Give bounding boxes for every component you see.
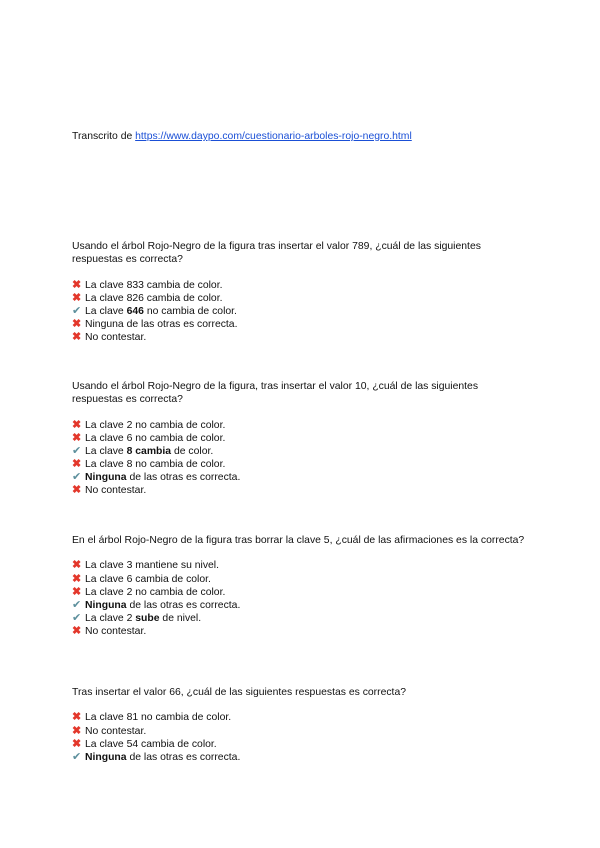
- source-prefix: Transcrito de: [72, 131, 136, 142]
- answer-option: [72, 318, 528, 331]
- answer-text: La clave 2 no cambia de color.: [85, 586, 226, 598]
- question-block: [72, 686, 528, 764]
- answer-option: [72, 292, 528, 305]
- answer-text-bold: 8 cambia: [126, 446, 172, 457]
- question-stem: Usando el árbol Rojo-Negro de la figura tras insertar el valor 789, ¿cuál de las siguientes respuestas es correcta?: [72, 241, 481, 266]
- answer-text: La clave 8 no cambia de color.: [85, 459, 226, 471]
- answer-text: La clave 833 cambia de color.: [85, 279, 223, 291]
- answer-option: [72, 458, 528, 471]
- source-link[interactable]: https://www.daypo.com/cuestionario-arboles-rojo-negro.html: [135, 131, 412, 142]
- question-stem: Tras insertar el valor 66, ¿cuál de las siguientes respuestas es correcta?: [72, 687, 407, 698]
- cross-mark-icon: ✖: [72, 572, 82, 585]
- answer-text: No contestar.: [85, 625, 147, 637]
- answer-text-bold: Ninguna: [85, 472, 127, 484]
- answer-list: [72, 559, 528, 638]
- answer-option: [72, 305, 528, 318]
- check-mark-icon: ✔: [72, 750, 82, 763]
- answer-text: Ninguna de las otras es correcta.: [85, 319, 238, 331]
- source-line: [72, 131, 412, 142]
- answer-list: [72, 279, 528, 344]
- answer-text: La clave: [85, 306, 127, 317]
- cross-mark-icon: ✖: [72, 431, 82, 444]
- answer-text: de las otras es correcta.: [126, 472, 241, 484]
- answer-text: La clave 2 no cambia de color.: [85, 419, 226, 431]
- cross-mark-icon: ✖: [72, 624, 82, 637]
- answer-option: [72, 751, 528, 764]
- answer-option: [72, 599, 528, 612]
- question-block: [72, 534, 528, 638]
- check-mark-icon: ✔: [72, 611, 82, 624]
- answer-text: No contestar.: [85, 485, 147, 497]
- answer-option: [72, 711, 528, 724]
- cross-mark-icon: ✖: [72, 418, 82, 431]
- answer-option: [72, 432, 528, 445]
- answer-list: [72, 711, 528, 763]
- answer-text: de las otras es correcta.: [126, 599, 241, 611]
- cross-mark-icon: ✖: [72, 331, 82, 344]
- answer-text: La clave 3 mantiene su nivel.: [85, 560, 220, 572]
- answer-option: [72, 573, 528, 586]
- check-mark-icon: ✔: [72, 598, 82, 611]
- check-mark-icon: ✔: [72, 471, 82, 484]
- answer-text: La clave 6 cambia de color.: [85, 573, 211, 585]
- answer-option: [72, 738, 528, 751]
- check-mark-icon: ✔: [72, 445, 82, 457]
- answer-text-bold: sube: [135, 612, 160, 624]
- answer-option: [72, 625, 528, 638]
- cross-mark-icon: ✖: [72, 711, 82, 724]
- cross-mark-icon: ✖: [72, 318, 82, 331]
- answer-text: No contestar.: [85, 725, 147, 737]
- cross-mark-icon: ✖: [72, 278, 82, 291]
- cross-mark-icon: ✖: [72, 737, 82, 750]
- answer-option: [72, 279, 528, 292]
- cross-mark-icon: ✖: [72, 484, 82, 497]
- check-mark-icon: ✔: [72, 305, 82, 317]
- answer-text: La clave 54 cambia de color.: [85, 738, 217, 750]
- cross-mark-icon: ✖: [72, 291, 82, 304]
- cross-mark-icon: ✖: [72, 585, 82, 598]
- question-block: [72, 240, 528, 344]
- answer-option: [72, 725, 528, 738]
- answer-text: La clave 6 no cambia de color.: [85, 432, 226, 444]
- answer-text-bold: Ninguna: [85, 751, 127, 763]
- answer-text-bold: 646: [126, 306, 144, 317]
- answer-text: de las otras es correcta.: [126, 751, 241, 763]
- cross-mark-icon: ✖: [72, 458, 82, 471]
- answer-option: [72, 612, 528, 625]
- question-stem: Usando el árbol Rojo-Negro de la figura, tras insertar el valor 10, ¿cuál de las siguientes respuestas es correcta?: [72, 381, 479, 406]
- answer-text: No contestar.: [85, 332, 147, 344]
- answer-text: La clave 81 no cambia de color.: [85, 712, 232, 724]
- answer-option: [72, 586, 528, 599]
- answer-option: [72, 559, 528, 572]
- answer-list: [72, 419, 528, 498]
- answer-option: [72, 331, 528, 344]
- answer-option: [72, 471, 528, 484]
- answer-option: [72, 445, 528, 458]
- answer-text: de nivel.: [159, 612, 202, 624]
- answer-text: de color.: [171, 446, 214, 457]
- cross-mark-icon: ✖: [72, 724, 82, 737]
- answer-option: [72, 419, 528, 432]
- answer-option: [72, 484, 528, 497]
- answer-text: La clave 2: [85, 612, 136, 624]
- answer-text-bold: Ninguna: [85, 599, 127, 611]
- cross-mark-icon: ✖: [72, 559, 82, 572]
- answer-text: La clave: [85, 446, 127, 457]
- answer-text: La clave 826 cambia de color.: [85, 292, 223, 304]
- question-block: [72, 380, 528, 497]
- question-stem: En el árbol Rojo-Negro de la figura tras borrar la clave 5, ¿cuál de las afirmaciones es la correcta?: [72, 535, 525, 546]
- answer-text: no cambia de color.: [143, 306, 237, 317]
